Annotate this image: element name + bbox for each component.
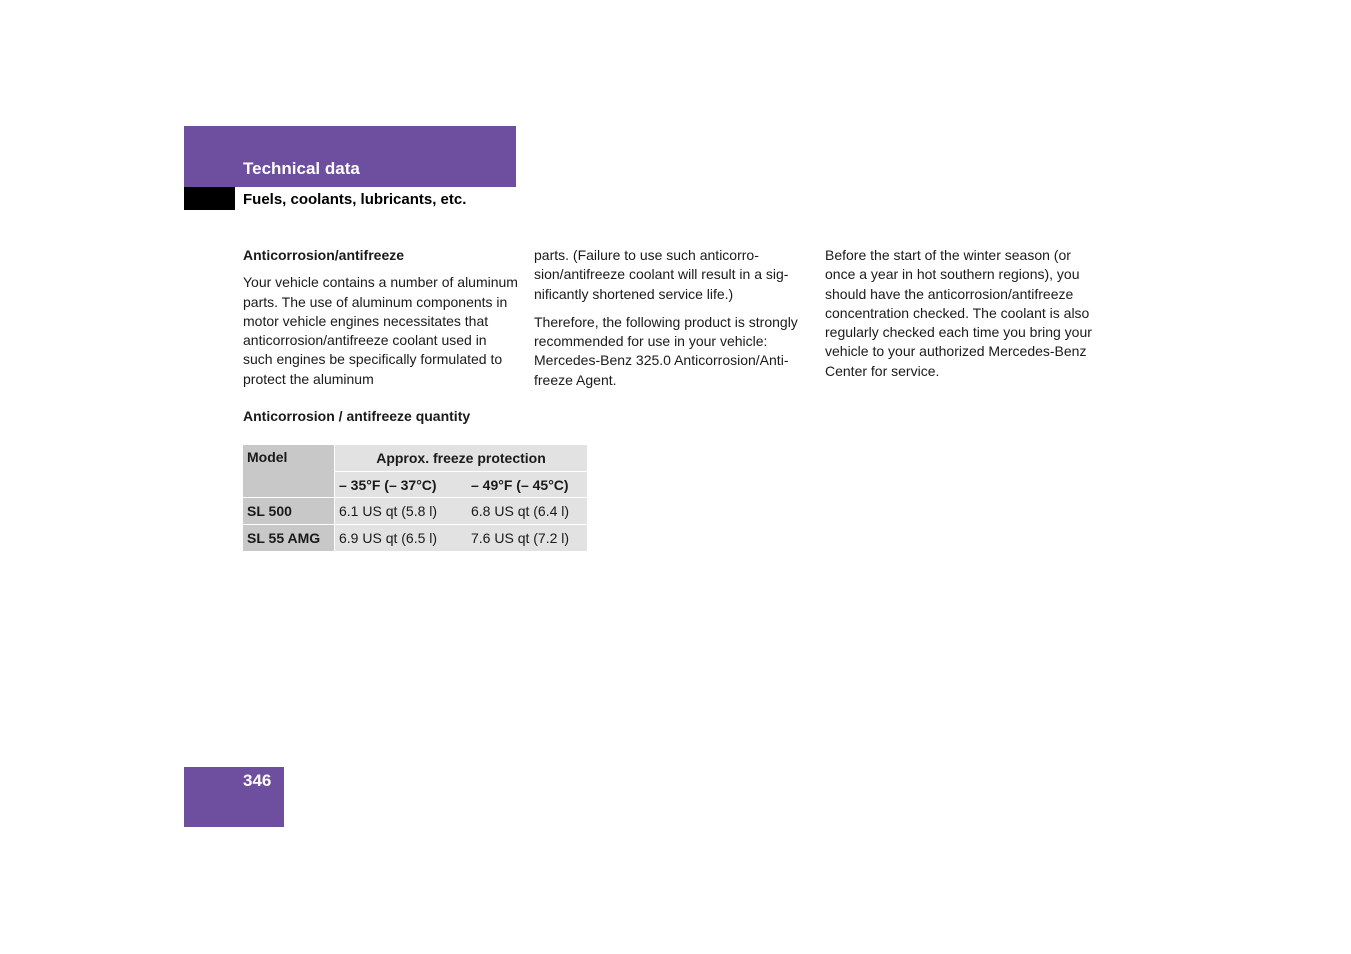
anticorrosion-heading: Anticorrosion/antifreeze: [243, 247, 405, 263]
model-column-header: Model: [243, 445, 335, 498]
antifreeze-quantity-table: [243, 445, 587, 552]
failure-paragraph: parts. (Failure to use such anticorrosion/antifreeze coolant will result in a significantly shortened service life.): [534, 247, 789, 302]
table-header-row: [243, 445, 587, 471]
text-column-2: [534, 246, 812, 399]
text-column-1: [243, 246, 519, 398]
section-title: Technical data: [243, 159, 360, 178]
recommendation-paragraph: Therefore, the following product is strongly recommended for use in your vehicle: Mercedes-Benz 325.0 Anticorrosion/Antifreeze Agent.: [534, 313, 798, 388]
intro-paragraph: Your vehicle contains a number of aluminum parts. The use of aluminum components in motor vehicle engines necessitates that anticorrosion/antifreeze coolant used in such engines be specifically formulated to protect the aluminum: [243, 274, 518, 387]
quantity-table-heading: Anticorrosion / antifreeze quantity: [243, 408, 471, 424]
temperature-header-2: – 49°F (– 45°C): [467, 471, 587, 498]
winter-check-paragraph: Before the start of the winter season (or once a year in hot southern regions), you should have the anticorrosion/antifreeze concentration checked. The coolant is also regularly checked each time you bring your vehicle to your authorized Mercedes-Benz Center for service.: [825, 247, 1092, 379]
section-tab-marker: [184, 187, 235, 210]
page-number: 346: [243, 771, 272, 790]
quantity-cell: 6.8 US qt (6.4 l): [467, 498, 587, 525]
quantity-cell: 6.9 US qt (6.5 l): [335, 525, 468, 552]
freeze-protection-header: Approx. freeze protection: [335, 445, 588, 471]
text-column-3: [825, 246, 1101, 390]
model-cell: SL 500: [243, 498, 335, 525]
table-row: [243, 498, 587, 525]
subsection-title: Fuels, coolants, lubricants, etc.: [243, 191, 467, 208]
temperature-header-1: – 35°F (– 37°C): [335, 471, 468, 498]
model-cell: SL 55 AMG: [243, 525, 335, 552]
quantity-cell: 7.6 US qt (7.2 l): [467, 525, 587, 552]
quantity-cell: 6.1 US qt (5.8 l): [335, 498, 468, 525]
table-row: [243, 525, 587, 552]
